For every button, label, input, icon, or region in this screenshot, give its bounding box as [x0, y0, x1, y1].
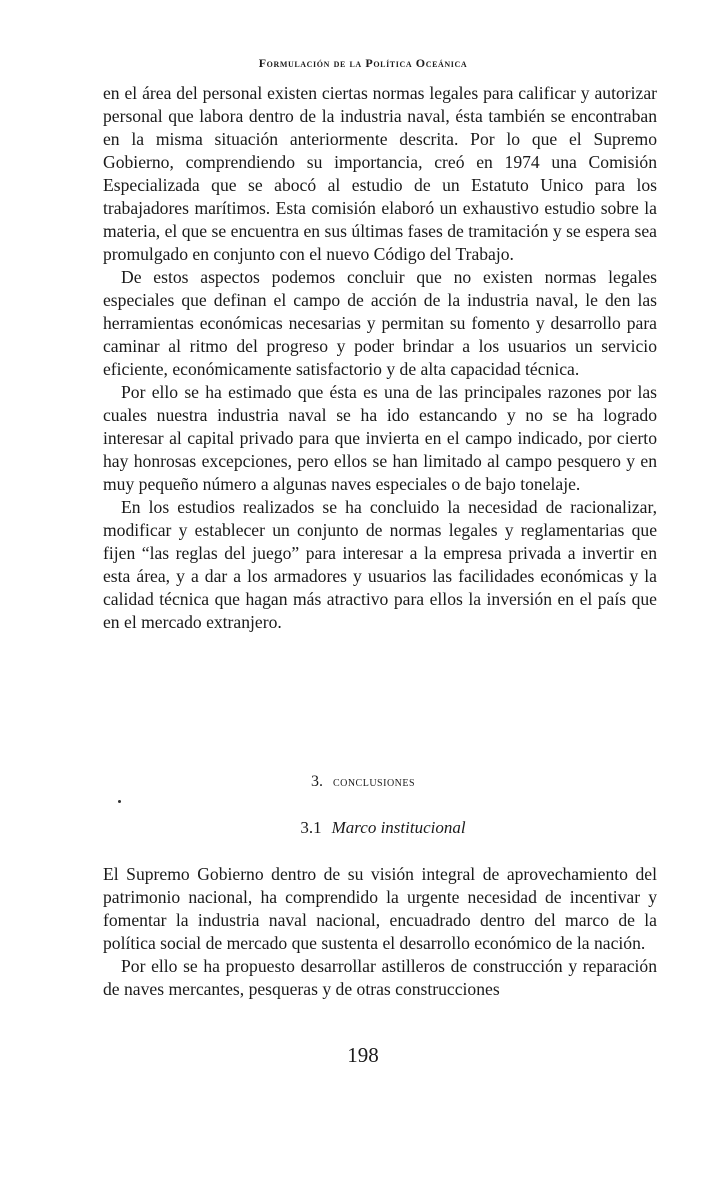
section-number: 3. — [310, 773, 323, 790]
body-text-top — [103, 82, 657, 634]
running-head: Formulación de la Política Oceánica — [258, 56, 468, 70]
paragraph: Por ello se ha propuesto desarrollar astilleros de construcción y reparación de naves mercantes, pesqueras y de otras construcciones — [103, 956, 657, 999]
subsection-heading — [0, 818, 726, 838]
body-text-bottom — [103, 863, 657, 1001]
section-title: conclusiones — [332, 775, 416, 790]
subsection-title: Marco institucional — [331, 818, 466, 837]
subsection-number: 3.1 — [300, 818, 322, 837]
paragraph: en el área del personal existen ciertas normas legales para calificar y autorizar personal que labora dentro de la industria naval, ésta también se encontraban en la misma situación anteriormente descrita. Por lo que el Supremo Gobierno, comprendiendo su importancia, creó en 1974 una Comisión Especializada que se abocó al estudio de un Estatuto Unico para los trabajadores marítimos. Esta comisión elaboró un exhaustivo estudio sobre la materia, el que se encuentra en sus últimas fases de tramitación y se espera sea promulgado en conjunto con el nuevo Código del Trabajo. — [103, 83, 657, 264]
paragraph: De estos aspectos podemos concluir que no existen normas legales especiales que definan el campo de acción de la industria naval, le den las herramientas económicas necesarias y permitan su fomento y desarrollo para caminar al ritmo del progreso y poder brindar a los usuarios un servicio eficiente, económicamente satisfactorio y de alta capacidad técnica. — [103, 267, 657, 379]
print-speck — [118, 800, 121, 803]
page-number: 198 — [347, 1043, 379, 1067]
section-heading — [0, 773, 726, 791]
paragraph: El Supremo Gobierno dentro de su visión integral de aprovechamiento del patrimonio nacional, ha comprendido la urgente necesidad de incentivar y fomentar la industria naval nacional, encuadrado dentro del marco de la política social de mercado que sustenta el desarrollo económico de la nación. — [103, 864, 657, 953]
paragraph: En los estudios realizados se ha concluido la necesidad de racionalizar, modificar y establecer un conjunto de normas legales y reglamentarias que fijen “las reglas del juego” para interesar a la empresa privada a invertir en esta área, y a dar a los armadores y usuarios las facilidades económicas y la calidad técnica que hagan más atractivo para ellos la inversión en el país que en el mercado extranjero. — [103, 497, 657, 632]
paragraph: Por ello se ha estimado que ésta es una de las principales razones por las cuales nuestra industria naval se ha ido estancando y no se ha logrado interesar al capital privado para que invierta en el campo indicado, por cierto hay honrosas excepciones, pero ellos se han limitado al campo pesquero y en muy pequeño número a algunas naves especiales o de bajo tonelaje. — [103, 382, 657, 494]
